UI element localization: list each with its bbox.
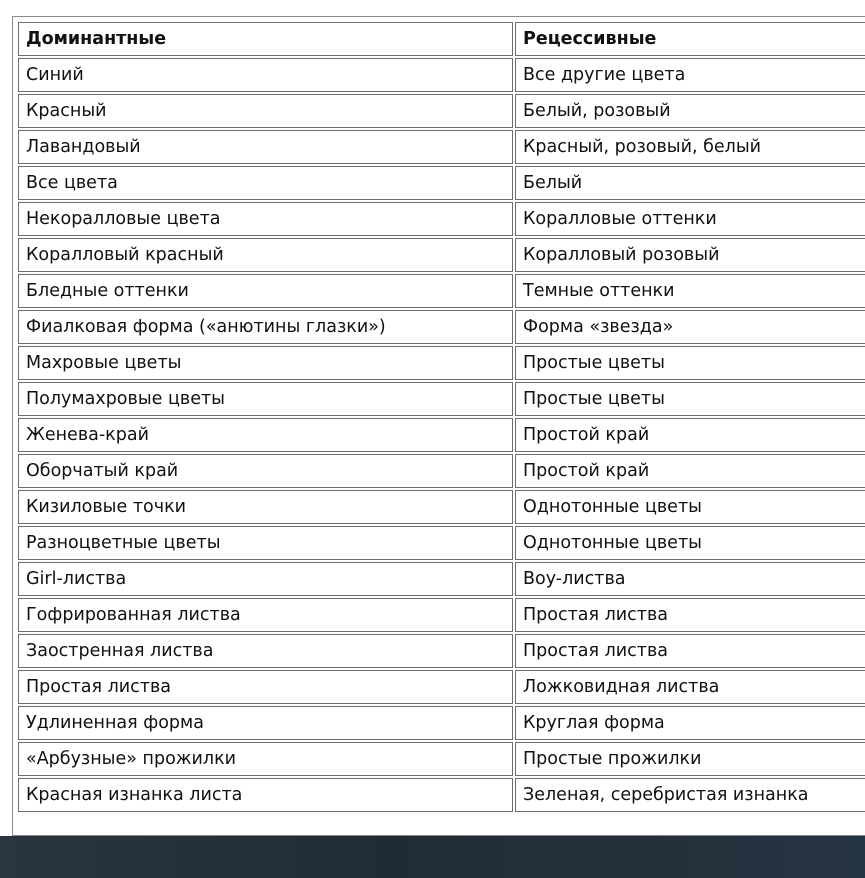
cell-recessive: Простой край xyxy=(515,418,865,452)
footer-bar xyxy=(0,836,865,878)
cell-dominant: Лавандовый xyxy=(18,130,513,164)
cell-recessive: Форма «звезда» xyxy=(515,310,865,344)
cell-recessive: Простые цветы xyxy=(515,382,865,416)
table-row xyxy=(18,58,865,92)
table-row xyxy=(18,346,865,380)
cell-recessive: Коралловые оттенки xyxy=(515,202,865,236)
table-row xyxy=(18,418,865,452)
cell-dominant: Полумахровые цветы xyxy=(18,382,513,416)
cell-recessive: Белый xyxy=(515,166,865,200)
table-row xyxy=(18,706,865,740)
table-row xyxy=(18,310,865,344)
table-row xyxy=(18,598,865,632)
cell-dominant: Girl-листва xyxy=(18,562,513,596)
cell-dominant: Удлиненная форма xyxy=(18,706,513,740)
table-row xyxy=(18,490,865,524)
table-row xyxy=(18,130,865,164)
cell-dominant: Женева-край xyxy=(18,418,513,452)
cell-dominant: Все цвета xyxy=(18,166,513,200)
cell-recessive: Однотонные цветы xyxy=(515,526,865,560)
header-recessive: Рецессивные xyxy=(515,22,865,56)
cell-recessive: Простые прожилки xyxy=(515,742,865,776)
dominance-table xyxy=(16,20,865,814)
cell-dominant: Заостренная листва xyxy=(18,634,513,668)
table-row xyxy=(18,202,865,236)
cell-dominant: Некоралловые цвета xyxy=(18,202,513,236)
table-row xyxy=(18,94,865,128)
table-body xyxy=(18,58,865,812)
table-row xyxy=(18,634,865,668)
table-row xyxy=(18,778,865,812)
table-row xyxy=(18,742,865,776)
table-row xyxy=(18,274,865,308)
cell-dominant: Бледные оттенки xyxy=(18,274,513,308)
cell-recessive: Коралловый розовый xyxy=(515,238,865,272)
cell-dominant: Простая листва xyxy=(18,670,513,704)
cell-recessive: Простые цветы xyxy=(515,346,865,380)
cell-dominant: Красная изнанка листа xyxy=(18,778,513,812)
cell-recessive: Boy-листва xyxy=(515,562,865,596)
cell-recessive: Однотонные цветы xyxy=(515,490,865,524)
dominance-table-frame xyxy=(12,16,865,836)
table-row xyxy=(18,238,865,272)
cell-recessive: Простая листва xyxy=(515,598,865,632)
cell-recessive: Красный, розовый, белый xyxy=(515,130,865,164)
table-row xyxy=(18,670,865,704)
cell-dominant: Фиалковая форма («анютины глазки») xyxy=(18,310,513,344)
cell-recessive: Простая листва xyxy=(515,634,865,668)
table-row xyxy=(18,382,865,416)
table-row xyxy=(18,166,865,200)
cell-recessive: Все другие цвета xyxy=(515,58,865,92)
table-header-row xyxy=(18,22,865,56)
cell-dominant: Кизиловые точки xyxy=(18,490,513,524)
cell-recessive: Темные оттенки xyxy=(515,274,865,308)
cell-dominant: Красный xyxy=(18,94,513,128)
table-row xyxy=(18,454,865,488)
table-row xyxy=(18,562,865,596)
cell-recessive: Простой край xyxy=(515,454,865,488)
cell-recessive: Зеленая, серебристая изнанка xyxy=(515,778,865,812)
cell-recessive: Круглая форма xyxy=(515,706,865,740)
cell-dominant: Оборчатый край xyxy=(18,454,513,488)
cell-dominant: Разноцветные цветы xyxy=(18,526,513,560)
cell-dominant: Коралловый красный xyxy=(18,238,513,272)
cell-recessive: Белый, розовый xyxy=(515,94,865,128)
cell-recessive: Ложковидная листва xyxy=(515,670,865,704)
cell-dominant: Синий xyxy=(18,58,513,92)
cell-dominant: Гофрированная листва xyxy=(18,598,513,632)
cell-dominant: Махровые цветы xyxy=(18,346,513,380)
table-row xyxy=(18,526,865,560)
cell-dominant: «Арбузные» прожилки xyxy=(18,742,513,776)
header-dominant: Доминантные xyxy=(18,22,513,56)
